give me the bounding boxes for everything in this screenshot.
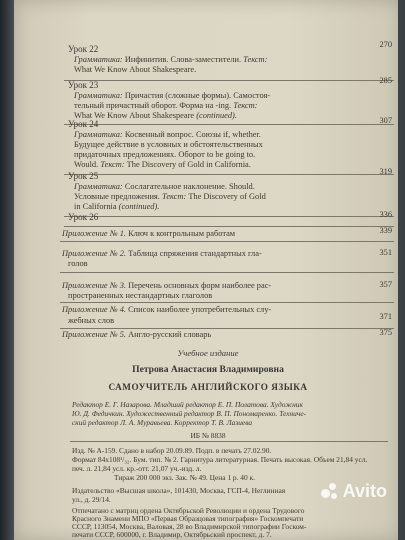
divider	[64, 80, 394, 81]
avito-watermark-text: Avito	[342, 481, 387, 501]
lesson-25-text: in California (continued).	[74, 202, 160, 211]
printer-3: СССР, 113054, Москва, Валовая, 28 во Владимирской типографии Госком-	[72, 522, 307, 531]
lesson-24-grammar-3: придаточных предложениях. Оборот to be going to.	[74, 150, 256, 159]
appendix-3: Приложение № 3. Перечень основных форм наиболее рас-	[62, 281, 272, 290]
specs-3: Тираж 200 000 экз. Зак. № 49. Цена 1 р. 40 к.	[114, 473, 255, 482]
lesson-22-page: 270	[379, 40, 392, 49]
lesson-24-title: Урок 24	[68, 119, 99, 129]
ib-number: ИБ № 8838	[190, 431, 226, 440]
lesson-23-page: 285	[379, 76, 392, 85]
appendix-5: Приложение № 5. Англо-русский словарь	[62, 330, 212, 339]
appendix-1: Приложение № 1. Ключ к контрольным работам	[62, 229, 236, 238]
divider	[70, 441, 388, 442]
lesson-26-page: 336	[379, 210, 392, 219]
appendix-4: Приложение № 4. Список наиболее употребительных слу-	[62, 305, 272, 314]
divider	[60, 302, 394, 303]
appendix-2-cont: голов	[68, 259, 88, 268]
lesson-25-page: 319	[379, 167, 392, 176]
edition-type: Учебное издание	[177, 348, 239, 358]
book-page	[14, 0, 402, 540]
page-edge	[398, 0, 402, 540]
specs-1: Изд. № А-159. Сдано в набор 20.09.89. Подп. в печать 27.02.90.	[72, 446, 272, 455]
appendix-3-cont: пространенных нестандартных глаголов	[68, 291, 213, 300]
appendix-2: Приложение № 2. Таблица спряжения стандартных гла-	[62, 249, 262, 258]
printer-4: печати СССР, 600000, г. Владимир, Октябрьский проспект, д. 7.	[72, 530, 272, 539]
lesson-24-text: Would. Текст: The Discovery of Gold in California.	[74, 160, 251, 169]
printer-1: Отпечатано с матриц ордена Октябрьской Революции и ордена Трудового	[72, 506, 305, 515]
lesson-25-title: Урок 25	[68, 171, 99, 181]
lesson-24-page: 307	[379, 116, 392, 125]
editors-line-3: ский редактор Л. А. Муравьева. Корректор Т. В. Лазиева	[72, 418, 253, 427]
editors-line-2: Ю. Д. Федичкин. Художественный редактор В. П. Пономаренко. Техниче-	[72, 409, 307, 418]
author-name: Петрова Анастасия Владимировна	[132, 364, 284, 375]
lesson-25-grammar: Грамматика: Сослагательное наклонение. Should.	[74, 182, 255, 191]
avito-watermark	[321, 481, 387, 502]
specs-2: Формат 84х108¹/₃₂. Бум. тип. № 2. Гарнитура литературная. Печать высокая. Объем 21,84 усл. печ. л. 21,84 усл. кр.-отт. 21,07 уч.-изд. л.	[72, 455, 368, 473]
avito-logo-icon	[321, 483, 339, 501]
publisher-1: Издательство «Высшая школа», 101430, Москва, ГСП-4, Неглинная	[72, 486, 286, 495]
lesson-22-grammar: Грамматика: Инфинитив. Слова-заместители. Текст:	[74, 55, 268, 64]
appendix-5-page: 375	[379, 328, 392, 337]
book-spine	[0, 0, 14, 540]
lesson-23-grammar-2: тельный причастный оборот. Форма на -ing. Текст:	[74, 101, 258, 110]
lesson-24-grammar-2: Будущее действие в условных и обстоятельственных	[74, 140, 263, 149]
lesson-22-text: What We Know About Shakespeare.	[74, 65, 197, 74]
lesson-23-grammar: Грамматика: Причастия (сложные формы). Самостоя-	[74, 91, 271, 100]
lesson-23-title: Урок 23	[68, 80, 99, 90]
divider	[60, 241, 394, 242]
lesson-25-grammar-2: Условные предложения. Текст: The Discovery of Gold	[74, 192, 266, 201]
appendix-4-cont: жебных слов	[68, 316, 115, 325]
publisher-2: ул., д. 29/14.	[72, 495, 111, 504]
appendix-2-page: 351	[379, 248, 392, 257]
divider	[64, 226, 394, 227]
divider	[64, 124, 394, 125]
divider	[60, 328, 394, 329]
lesson-23-text: What We Know About Shakespeare (continued).	[74, 111, 237, 120]
appendix-3-page: 357	[379, 280, 392, 289]
divider	[64, 216, 394, 217]
divider	[64, 174, 394, 175]
appendix-1-page: 339	[379, 226, 392, 235]
printer-2: Красного Знамени МПО «Первая Образцовая типография» Госкомпечати	[72, 514, 304, 523]
divider	[60, 272, 394, 273]
appendix-4-page: 371	[379, 312, 392, 321]
lesson-26-title: Урок 26	[68, 212, 99, 222]
editors-line-1: Редактор Е. Г. Назарова. Младший редактор Е. П. Полатова. Художник	[72, 400, 303, 409]
lesson-24-grammar: Грамматика: Косвенный вопрос. Союзы if, whether.	[74, 130, 261, 139]
book-title: САМОУЧИТЕЛЬ АНГЛИЙСКОГО ЯЗЫКА	[108, 382, 308, 392]
lesson-22-title: Урок 22	[68, 44, 99, 54]
